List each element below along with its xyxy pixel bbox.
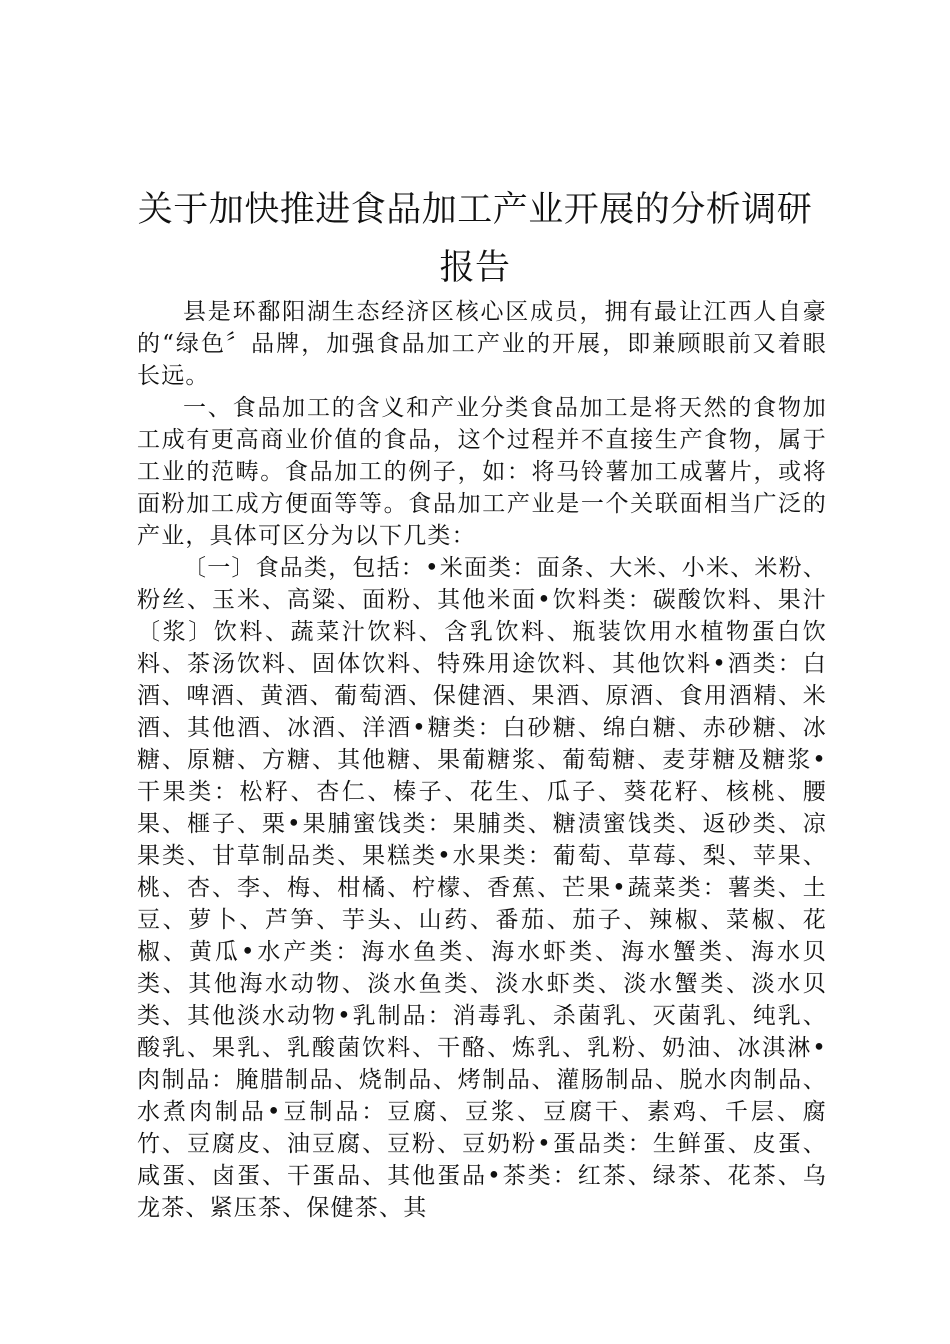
paragraph-definition: 一、食品加工的含义和产业分类食品加工是将天然的食物加工成有更高商业价值的食品，这个过程并不直接生产食物，属于工业的范畴。食品加工的例子，如：将马铃薯加工成薯片，或将面粉加工成方便面等等。食品加工产业是一个关联面相当广泛的产业，具体可区分为以下几类： xyxy=(137,395,827,549)
paragraph-intro: 县是环鄱阳湖生态经济区核心区成员，拥有最让江西人自豪的“绿色〞品牌，加强食品加工产业的开展，即兼顾眼前又着眼长远。 xyxy=(137,299,827,389)
document-title-line-1: 关于加快推进食品加工产业开展的分析调研 xyxy=(137,190,813,230)
document-title-line-2: 报告 xyxy=(439,248,511,288)
document-body xyxy=(137,296,827,1224)
paragraph-food-categories: 〔一〕食品类，包括：•米面类：面条、大米、小米、米粉、粉丝、玉米、高粱、面粉、其他米面•饮料类：碳酸饮料、果汁〔浆〕饮料、蔬菜汁饮料、含乳饮料、瓶装饮用水植物蛋白饮料、茶汤饮料、固体饮料、特殊用途饮料、其他饮料•酒类：白酒、啤酒、黄酒、葡萄酒、保健酒、果酒、原酒、食用酒精、米酒、其他酒、冰酒、洋酒•糖类：白砂糖、绵白糖、赤砂糖、冰糖、原糖、方糖、其他糖、果葡糖浆、葡萄糖、麦芽糖及糖浆•干果类：松籽、杏仁、榛子、花生、瓜子、葵花籽、核桃、腰果、榧子、栗•果脯蜜饯类：果脯类、糖渍蜜饯类、返砂类、凉果类、甘草制品类、果糕类•水果类：葡萄、草莓、梨、苹果、桃、杏、李、梅、柑橘、柠檬、香蕉、芒果•蔬菜类：薯类、土豆、萝卜、芦笋、芋头、山药、番茄、茄子、辣椒、菜椒、花椒、黄瓜•水产类：海水鱼类、海水虾类、海水蟹类、海水贝类、其他海水动物、淡水鱼类、淡水虾类、淡水蟹类、淡水贝类、其他淡水动物•乳制品：消毒乳、杀菌乳、灭菌乳、纯乳、酸乳、果乳、乳酸菌饮料、干酪、炼乳、乳粉、奶油、冰淇淋•肉制品：腌腊制品、烧制品、烤制品、灌肠制品、脱水肉制品、水煮肉制品•豆制品：豆腐、豆浆、豆腐干、素鸡、千层、腐竹、豆腐皮、油豆腐、豆粉、豆奶粉•蛋品类：生鲜蛋、皮蛋、咸蛋、卤蛋、干蛋品、其他蛋品•茶类：红茶、绿茶、花茶、乌龙茶、紧压茶、保健茶、其 xyxy=(137,555,827,1221)
